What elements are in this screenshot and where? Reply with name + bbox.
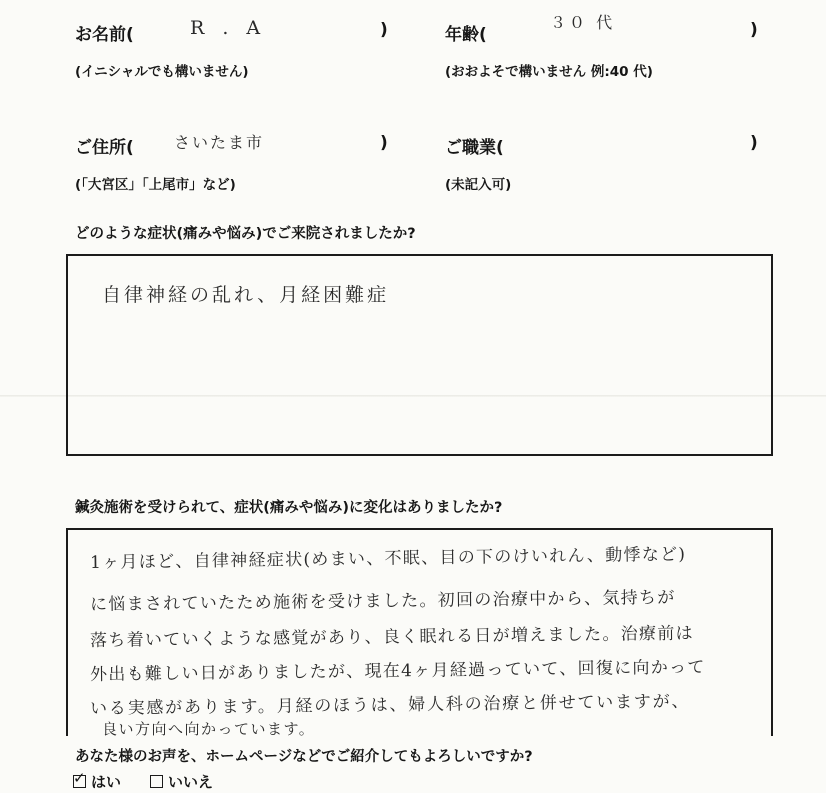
address-value: さいたま市 <box>174 133 265 152</box>
consent-yes-checkbox[interactable] <box>73 769 86 788</box>
answer-1-text: 自律神経の乱れ、月経困難症 <box>102 284 390 306</box>
question-2: 鍼灸施術を受けられて、症状(痛みや悩み)に変化はありましたか? <box>75 500 503 516</box>
address-note: (「大宮区」「上尾市」など) <box>75 177 236 193</box>
answer-2-line-1: 1ヶ月ほど、自律神経症状(めまい、不眠、目の下のけいれん、動悸など) <box>89 544 687 573</box>
answer-1-box <box>66 254 773 456</box>
answer-2-line-4: 外出も難しい日がありましたが、現在4ヶ月経過っていて、回復に向かって <box>89 657 706 685</box>
answer-2-line-6: 良い方向へ向かっています。 <box>102 720 316 738</box>
consent-no-label: いいえ <box>168 773 214 791</box>
consent-no-option[interactable] <box>150 771 213 792</box>
age-close-paren: ) <box>750 20 758 40</box>
check-mark-icon: ✓ <box>73 769 86 787</box>
answer-2-line-2: に悩まされていたため施術を受けました。初回の治療中から、気持ちが <box>89 587 676 615</box>
answer-2-line-3: 落ち着いていくような感覚があり、良く眠れる日が増えました。治療前は <box>89 623 695 651</box>
name-note: (イニシャルでも構いません) <box>75 64 249 80</box>
name-value: R . A <box>190 17 267 39</box>
name-close-paren: ) <box>380 20 388 40</box>
question-3: あなた様のお声を、ホームページなどでご紹介してもよろしいですか? <box>75 749 533 765</box>
consent-yes-label: はい <box>91 773 122 791</box>
consent-no-checkbox[interactable] <box>150 775 163 788</box>
job-close-paren: ) <box>750 133 758 153</box>
age-note: (おおよそで構いません 例:40 代) <box>445 64 653 80</box>
answer-2-line-5: いる実感があります。月経のほうは、婦人科の治療と併せていますが、 <box>89 691 691 719</box>
age-value: ３０ 代 <box>550 13 616 32</box>
job-label: ご職業( <box>445 138 504 158</box>
name-label: お名前( <box>75 25 134 45</box>
consent-yes-option[interactable] <box>73 771 121 792</box>
address-label: ご住所( <box>75 138 134 158</box>
address-close-paren: ) <box>380 133 388 153</box>
job-note: (未記入可) <box>445 177 512 193</box>
question-1: どのような症状(痛みや悩み)でご来院されましたか? <box>75 226 416 242</box>
age-label: 年齢( <box>445 25 487 45</box>
